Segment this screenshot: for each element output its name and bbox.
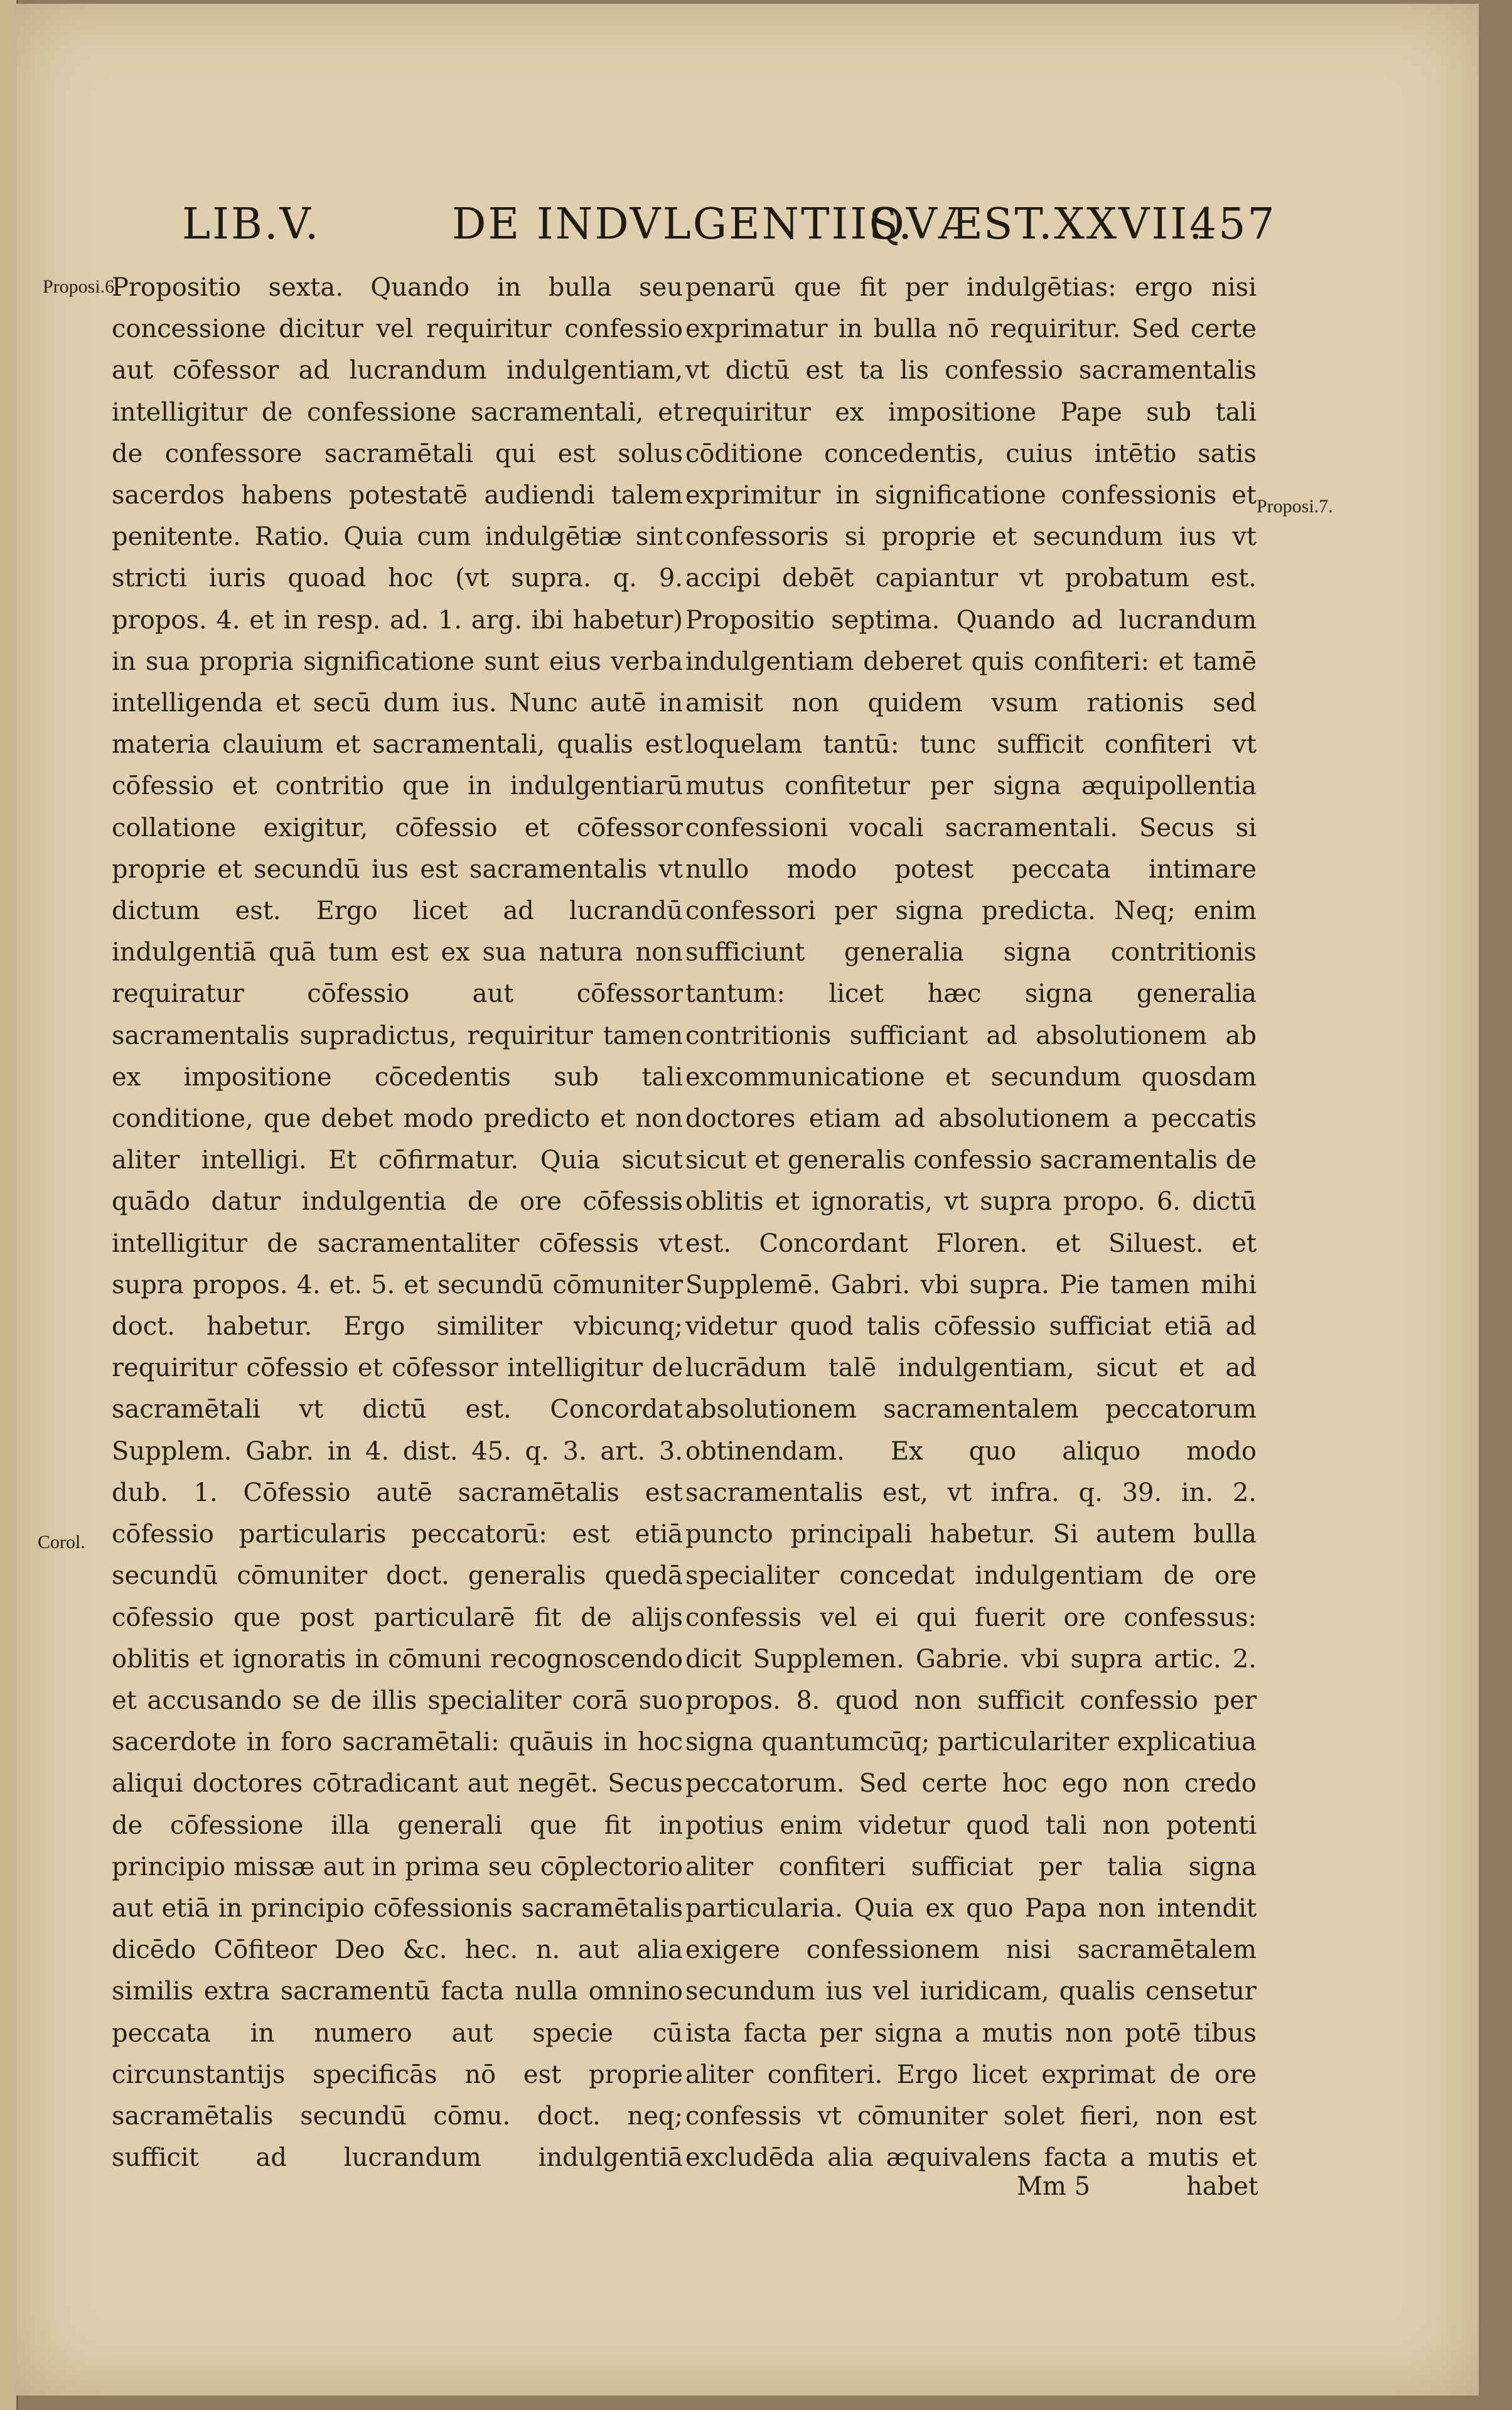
page-number: 457 — [1189, 200, 1277, 249]
text-column-right — [685, 267, 1257, 2175]
header-title: DE INDVLGENTIIS. — [452, 200, 914, 249]
margin-note-corollary: Corol. — [38, 1532, 85, 1552]
text-column-left — [112, 267, 683, 2175]
header-question: QVÆST.XXVII. — [869, 200, 1204, 249]
margin-note-proposition-6: Proposi.6. — [43, 276, 119, 297]
column-text: Propositio sexta. Quando in bulla seu concessione dicitur vel requiritur confessio aut cōfessor ad lucrandum indulgentiam, intelligitur de confessione sacramentali, et de confessore sacramētali qui est solus sacerdos habens potestatē audiendi talem penitente. Ratio. Quia cum indulgētiæ sint stricti iuris quoad hoc (vt supra. q. 9. propos. 4. et in resp. ad. 1. arg. ibi habetur) in sua propria significatione sunt eius verba intelligenda et secū dum ius. Nunc autē in materia clauium et sacramentali, qualis est cōfessio et contritio que in indulgentiarū collatione exigitur, cōfessio et cōfessor proprie et secundū ius est sacramentalis vt dictum est. Ergo licet ad lucrandū indulgentiā quā tum est ex sua natura non requiratur cōfessio aut cōfessor sacramentalis supradictus, requiritur tamen ex impositione cōcedentis sub tali conditione, que debet modo predicto et non aliter intelligi. Et cōfirmatur. Quia sicut quādo datur indulgentia de ore cōfessis intelligitur de sacramentaliter cōfessis vt supra propos. 4. et. 5. et secundū cōmuniter doct. habetur. Ergo similiter vbicunq; requiritur cōfessio et cōfessor intelligitur de sacramētali vt dictū est. Concordat Supplem. Gabr. in 4. dist. 45. q. 3. art. 3. dub. 1. Cōfessio autē sacramētalis est cōfessio particularis peccatorū: est etiā secundū cōmuniter doct. generalis quedā cōfessio que post particularē fit de alijs oblitis et ignoratis in cōmuni recognoscendo et accusando se de illis specialiter corā suo sacerdote in foro sacramētali: quāuis in hoc aliqui doctores cōtradicant aut negēt. Secus de cōfessione illa generali que fit in principio missæ aut in prima seu cōplectorio aut etiā in principio cōfessionis sacramētalis dicēdo Cōfiteor Deo &c. hec. n. aut alia similis extra sacramentū facta nulla omnino peccata in numero aut specie cū circunstantijs specificās nō est proprie sacramētalis secundū cōmu. doct. neq; sufficit ad lucrandum indulgentiā — [112, 273, 683, 2173]
adjacent-page-edge — [0, 0, 18, 2410]
column-text: penarū que fit per indulgētias: ergo nisi exprimatur in bulla nō requiritur. Sed certe vt dictū est ta lis confessio sacramentalis requiritur ex impositione Pape sub tali cōditione concedentis, cuius intētio satis exprimitur in significatione confessionis et confessoris si proprie et secundum ius vt accipi debēt capiantur vt probatum est. Propositio septima. Quando ad lucrandum indulgentiam deberet quis confiteri: et tamē amisit non quidem vsum rationis sed loquelam tantū: tunc sufficit confiteri vt mutus confitetur per signa æquipollentia confessioni vocali sacramentali. Secus si nullo modo potest peccata intimare confessori per signa predicta. Neq; enim sufficiunt generalia signa contritionis tantum: licet hæc signa generalia contritionis sufficiant ad absolutionem ab excommunicatione et secundum quosdam doctores etiam ad absolutionem a peccatis sicut et generalis confessio sacramentalis de oblitis et ignoratis, vt supra propo. 6. dictū est. Concordant Floren. et Siluest. et Supplemē. Gabri. vbi supra. Pie tamen mihi videtur quod talis cōfessio sufficiat etiā ad lucrādum talē indulgentiam, sicut et ad absolutionem sacramentalem peccatorum obtinendam. Ex quo aliquo modo sacramentalis est, vt infra. q. 39. in. 2. puncto principali habetur. Si autem bulla specialiter concedat indulgentiam de ore confessis vel ei qui fuerit ore confessus: dicit Supplemen. Gabrie. vbi supra artic. 2. propos. 8. quod non sufficit confessio per signa quantumcūq; particulariter explicatiua peccatorum. Sed certe hoc ego non credo potius enim videtur quod tali non potenti aliter confiteri sufficiat per talia signa particularia. Quia ex quo Papa non intendit exigere confessionem nisi sacramētalem secundum ius vel iuridicam, qualis censetur ista facta per signa a mutis non potē tibus aliter confiteri. Ergo licet exprimat de ore confessis vt cōmuniter solet fieri, non est excludēda alia æquivalens facta a mutis et — [685, 273, 1257, 2173]
header-book: LIB.V. — [182, 200, 321, 249]
running-header — [0, 200, 1512, 269]
margin-note-proposition-7: Proposi.7. — [1257, 496, 1333, 517]
catchword: habet — [1186, 2172, 1258, 2201]
page-footer — [0, 2172, 1512, 2210]
signature-mark: Mm 5 — [1017, 2172, 1091, 2201]
